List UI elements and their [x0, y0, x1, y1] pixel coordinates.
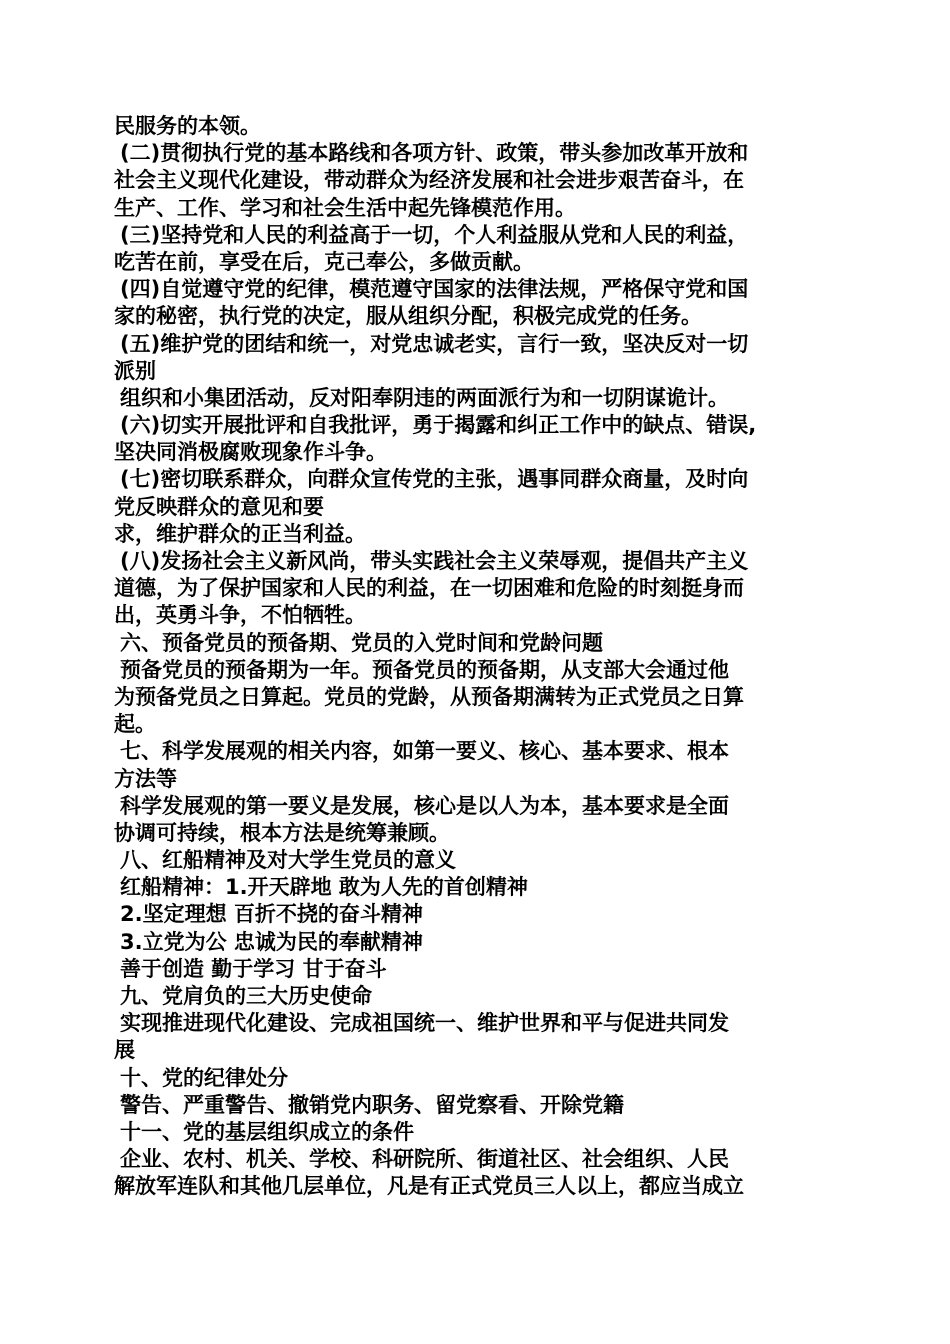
text-line: 民服务的本领。 [114, 114, 261, 138]
text-line: (七)密切联系群众，向群众宣传党的主张，遇事同群众商量，及时向 [120, 467, 749, 492]
text-line: 党反映群众的意见和要 [114, 494, 324, 519]
text-line: 展 [114, 1038, 135, 1063]
text-line: 八、红船精神及对大学生党员的意义 [120, 848, 456, 873]
text-line: 3.立党为公 忠诚为民的奉献精神 [120, 929, 423, 954]
text-line: 企业、农村、机关、学校、科研院所、街道社区、社会组织、人民 [120, 1147, 729, 1172]
text-line: 生产、工作、学习和社会生活中起先锋模范作用。 [114, 195, 576, 220]
text-line: 坚决同消极腐败现象作斗争。 [114, 440, 387, 465]
text-line: 十、党的纪律处分 [120, 1065, 288, 1090]
text-line: 家的秘密，执行党的决定，服从组织分配，积极完成党的任务。 [114, 304, 702, 329]
text-line: (二)贯彻执行党的基本路线和各项方针、政策，带头参加改革开放和 [120, 141, 749, 166]
text-line: 红船精神：1.开天辟地 敢为人先的首创精神 [120, 875, 528, 900]
text-line: 七、科学发展观的相关内容，如第一要义、核心、基本要求、根本 [120, 739, 729, 764]
text-line: 预备党员的预备期为一年。预备党员的预备期，从支部大会通过他 [120, 657, 729, 682]
text-line: 为预备党员之日算起。党员的党龄，从预备期满转为正式党员之日算 [114, 684, 744, 709]
text-line: 警告、严重警告、撤销党内职务、留党察看、开除党籍 [120, 1092, 624, 1117]
text-line: 解放军连队和其他几层单位，凡是有正式党员三人以上，都应当成立 [114, 1174, 744, 1199]
text-line: 六、预备党员的预备期、党员的入党时间和党龄问题 [120, 630, 603, 655]
text-line: 科学发展观的第一要义是发展，核心是以人为本，基本要求是全面 [120, 793, 729, 818]
text-line: 2.坚定理想 百折不挠的奋斗精神 [120, 902, 423, 927]
text-line: 出，英勇斗争，不怕牺牲。 [114, 603, 366, 628]
text-line: 求，维护群众的正当利益。 [114, 521, 366, 546]
text-line: (六)切实开展批评和自我批评，勇于揭露和纠正工作中的缺点、错误, [120, 413, 757, 438]
text-line: 协调可持续，根本方法是统筹兼顾。 [114, 820, 450, 845]
text-line: 派别 [114, 358, 156, 383]
text-line: 九、党肩负的三大历史使命 [120, 984, 372, 1008]
text-line: (五)维护党的团结和统一，对党忠诚老实，言行一致，坚决反对一切 [120, 331, 749, 356]
text-line: 善于创造 勤于学习 甘于奋斗 [120, 956, 387, 981]
text-line: 十一、党的基层组织成立的条件 [120, 1119, 414, 1144]
text-line: 道德，为了保护国家和人民的利益，在一切困难和危险的时刻挺身而 [114, 576, 744, 601]
text-line: 吃苦在前，享受在后，克己奉公，多做贡献。 [114, 249, 534, 274]
text-line: (八)发扬社会主义新风尚，带头实践社会主义荣辱观，提倡共产主义 [120, 549, 749, 573]
text-line: 方法等 [114, 766, 177, 791]
text-line: 起。 [114, 712, 156, 737]
text-line: 组织和小集团活动，反对阳奉阴违的两面派行为和一切阴谋诡计。 [120, 385, 729, 410]
text-line: 社会主义现代化建设，带动群众为经济发展和社会进步艰苦奋斗，在 [114, 168, 744, 193]
document-body [114, 113, 844, 1201]
text-line: (四)自觉遵守党的纪律，模范遵守国家的法律法规，严格保守党和国 [120, 277, 749, 302]
text-line: (三)坚持党和人民的利益高于一切，个人利益服从党和人民的利益， [120, 222, 749, 247]
text-line: 实现推进现代化建设、完成祖国统一、维护世界和平与促进共同发 [120, 1011, 729, 1036]
